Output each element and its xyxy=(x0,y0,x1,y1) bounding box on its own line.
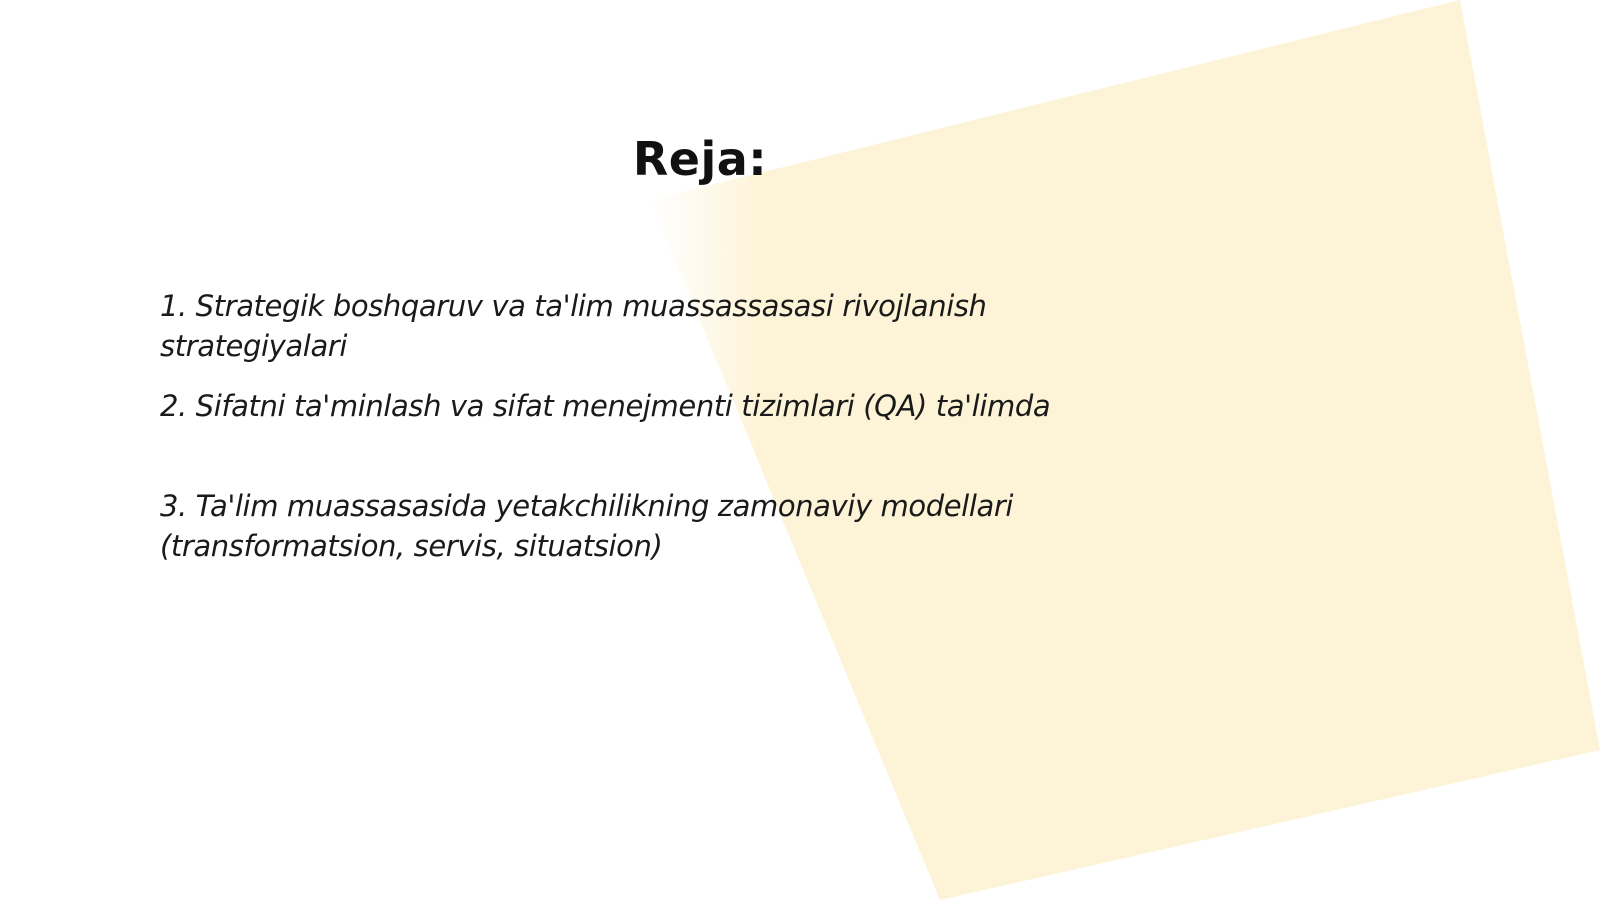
plan-list xyxy=(160,286,1100,566)
page-title: Reja: xyxy=(632,132,768,186)
plan-item-3: 3. Ta'lim muassasasida yetakchilikning zamonaviy modellari (transformatsion, servis, situatsion) xyxy=(160,489,1014,563)
plan-item-2: 2. Sifatni ta'minlash va sifat menejmenti tizimlari (QA) ta'limda xyxy=(160,389,1051,423)
plan-item-1: 1. Strategik boshqaruv va ta'lim muassassasasi rivojlanish strategiyalari xyxy=(160,289,987,363)
